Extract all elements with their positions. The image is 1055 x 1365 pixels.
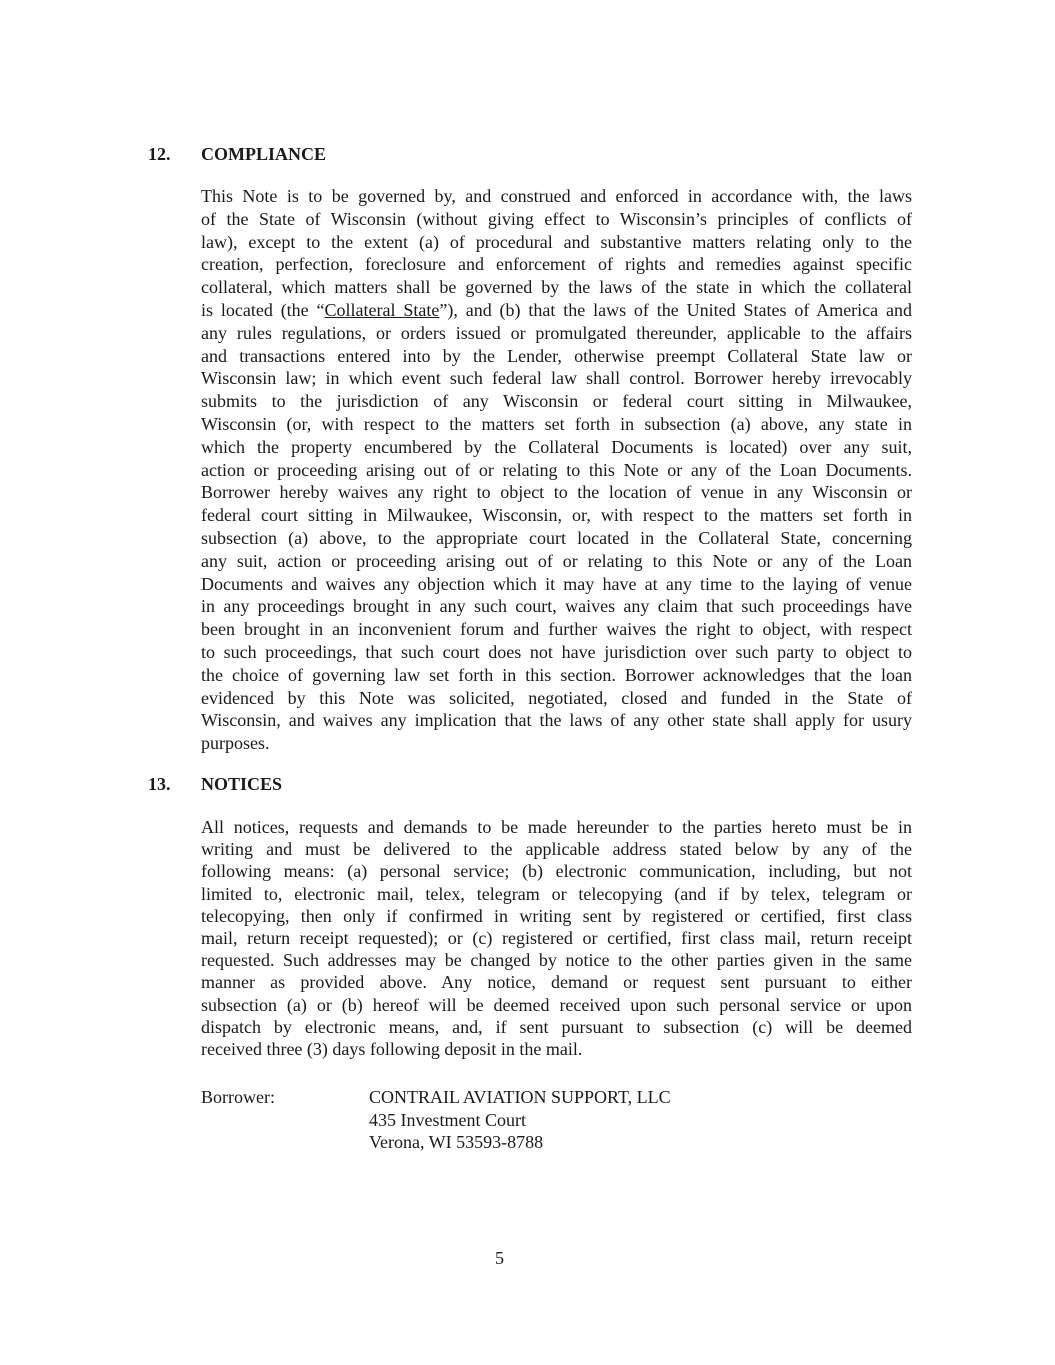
text-line: manner as provided above. Any notice, demand or request sent pursuant to either [201,972,912,993]
text-line: Wisconsin (or, with respect to the matters set forth in subsection (a) above, any state in [201,413,912,434]
text-line: in any proceedings brought in any such court, waives any claim that such proceedings have [201,596,912,617]
text-line: subsection (a) or (b) hereof will be deemed received upon such personal service or upon [201,994,912,1015]
text-line: Wisconsin law; in which event such federal law shall control. Borrower hereby irrevocably [201,368,912,389]
text-line: action or proceeding arising out of or relating to this Note or any of the Loan Documents. [201,459,912,480]
borrower-name: CONTRAIL AVIATION SUPPORT, LLC [369,1087,671,1107]
text-line: following means: (a) personal service; (b) electronic communication, including, but not [201,861,912,882]
section-13-body [201,816,912,1060]
text-line: creation, perfection, foreclosure and enforcement of rights and remedies against specific [201,254,912,275]
page-number: 5 [495,1248,504,1268]
borrower-street: 435 Investment Court [369,1109,526,1130]
text-line: Documents and waives any objection which it may have at any time to the laying of venue [201,573,912,594]
text-line: which the property encumbered by the Collateral Documents is located) over any suit, [201,436,912,457]
section-12-body [201,185,912,755]
text-line: purposes. [201,733,270,754]
defined-term-collateral-state: Collateral State [324,299,440,320]
section-12-title: COMPLIANCE [201,144,326,164]
text-line: law), except to the extent (a) of procedural and substantive matters relating only to the [201,231,912,252]
text-line: submits to the jurisdiction of any Wisconsin or federal court sitting in Milwaukee, [201,391,912,412]
text-line: evidenced by this Note was solicited, negotiated, closed and funded in the State of [201,687,912,708]
text-line: Borrower hereby waives any right to object to the location of venue in any Wisconsin or [201,482,912,503]
text-line: any rules regulations, or orders issued or promulgated thereunder, applicable to the affairs [201,322,912,343]
text-line: All notices, requests and demands to be made hereunder to the parties hereto must be in [201,817,912,837]
text-line: Wisconsin, and waives any implication that the laws of any other state shall apply for usury [201,710,912,731]
text-line: limited to, electronic mail, telex, telegram or telecopying (and if by telex, telegram or [201,883,912,904]
text-line: federal court sitting in Milwaukee, Wisconsin, or, with respect to the matters set forth in [201,505,912,526]
text-line: been brought in an inconvenient forum and further waives the right to object, with respect [201,619,912,640]
text-line: to such proceedings, that such court does not have jurisdiction over such party to object to [201,641,912,662]
section-13-number: 13. [148,774,171,794]
text-line: mail, return receipt requested); or (c) registered or certified, first class mail, return receipt [201,927,912,948]
borrower-address [369,1086,671,1154]
text-line [201,299,912,322]
text-line: subsection (a) above, to the appropriate court located in the Collateral State, concerning [201,527,912,548]
text-line: requested. Such addresses may be changed by notice to the other parties given in the same [201,950,912,971]
text-line: writing and must be delivered to the applicable address stated below by any of the [201,839,912,860]
text-line: any suit, action or proceeding arising out of or relating to this Note or any of the Loan [201,550,912,571]
text-line: dispatch by electronic means, and, if sent pursuant to subsection (c) will be deemed [201,1016,912,1037]
borrower-label: Borrower: [201,1087,275,1107]
text-line: the choice of governing law set forth in this section. Borrower acknowledges that the loan [201,664,912,685]
text-fragment: ”), and (b) that the laws of the United States of America and [439,299,912,320]
text-line: collateral, which matters shall be governed by the laws of the state in which the collateral [201,277,912,298]
section-12-number: 12. [148,144,171,164]
text-line: telecopying, then only if confirmed in writing sent by registered or certified, first class [201,905,912,926]
text-line: This Note is to be governed by, and construed and enforced in accordance with, the laws [201,186,912,206]
text-fragment: is located (the “ [201,299,325,320]
borrower-city: Verona, WI 53593-8788 [369,1132,544,1152]
text-line: and transactions entered into by the Lender, otherwise preempt Collateral State law or [201,345,912,366]
text-line: received three (3) days following deposit in the mail. [201,1038,583,1059]
section-13-title: NOTICES [201,774,283,794]
text-line: of the State of Wisconsin (without giving effect to Wisconsin’s principles of conflicts of [201,208,912,229]
